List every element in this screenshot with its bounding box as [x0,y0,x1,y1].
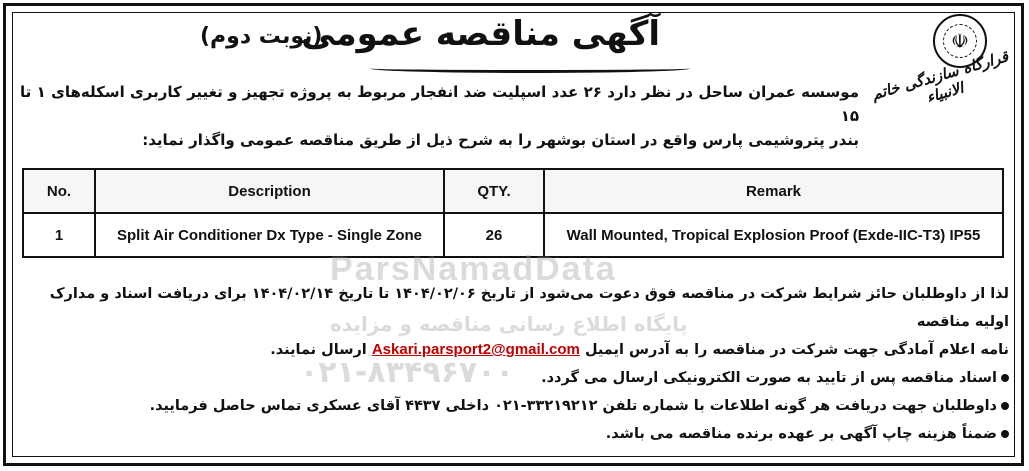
page-title: آگهی مناقصه عمومی [301,14,660,54]
cell-no: 1 [23,213,95,257]
round-label: (نوبت دوم) [200,24,323,49]
organization-logo [870,10,1015,122]
intro-line-1: موسسه عمران ساحل در نظر دارد ۲۶ عدد اسپلیت ضد انفجار مربوط به پروژه تجهیز و تغییر کاربری اسکله‌های ۱ تا ۱۵ [20,83,859,125]
table-row [23,213,1003,257]
cell-description: Split Air Conditioner Dx Type - Single Zone [95,213,444,257]
conditions-section [20,280,1009,448]
col-header-description: Description [95,169,444,213]
emblem-icon: ☫ [933,14,987,68]
table-header-row [23,169,1003,213]
note-invitation-line-1: لذا از داوطلبان حائز شرایط شرکت در مناقصه فوق دعوت می‌شود از تاریخ ۱۴۰۴/۰۲/۰۶ تا تاریخ ۱۴۰۴/۰۲/۱۴ برای دریافت اسناد و مدارک اولیه مناقصه [49,286,1009,330]
note-invitation-line-2 [20,336,1009,364]
items-table [22,168,1004,258]
bullet-icon [1001,402,1009,410]
col-header-remark: Remark [544,169,1003,213]
watermark-brand: ParsNamadData [330,250,617,288]
note-invitation-text: نامه اعلام آمادگی جهت شرکت در مناقصه را به آدرس ایمیل [584,342,1009,358]
col-header-qty: QTY. [444,169,544,213]
note-invitation-suffix: ارسال نمایند. [270,342,367,358]
logo-text: قرارگاه سازندگی خاتم الانبیاء [869,47,1011,107]
note-cost [20,420,1009,448]
ad-title-banner [200,14,730,68]
watermark-phone: ۰۲۱-۸۳۴۹۶۷۰۰ [300,355,514,390]
note-documents [20,364,1009,392]
intro-line-2: بندر پتروشیمی پارس واقع در استان بوشهر را به شرح ذیل از طریق مناقصه عمومی واگذار نماید: [142,131,859,149]
bullet-icon [1001,374,1009,382]
cell-qty: 26 [444,213,544,257]
contact-email-link[interactable]: Askari.parsport2@gmail.com [371,341,580,358]
bullet-icon [1001,430,1009,438]
note-contact [20,392,1009,420]
cell-remark: Wall Mounted, Tropical Explosion Proof (Exde-IIC-T3) IP55 [544,213,1003,257]
col-header-no: No. [23,169,95,213]
intro-paragraph [20,80,859,152]
note-documents-text: اسناد مناقصه پس از تایید به صورت الکترونیکی ارسال می گردد. [541,370,997,386]
note-contact-text: داوطلبان جهت دریافت هر گونه اطلاعات با شماره تلفن ۳۳۲۱۹۲۱۲-۰۲۱ داخلی ۴۴۳۷ آقای عسکری تماس حاصل فرمایید. [149,398,997,414]
watermark-tagline: پایگاه اطلاع رسانی مناقصه و مزایده [330,312,688,336]
note-cost-text: ضمناً هزینه چاپ آگهی بر عهده برنده مناقصه می باشد. [605,426,997,442]
title-underline [370,64,690,73]
